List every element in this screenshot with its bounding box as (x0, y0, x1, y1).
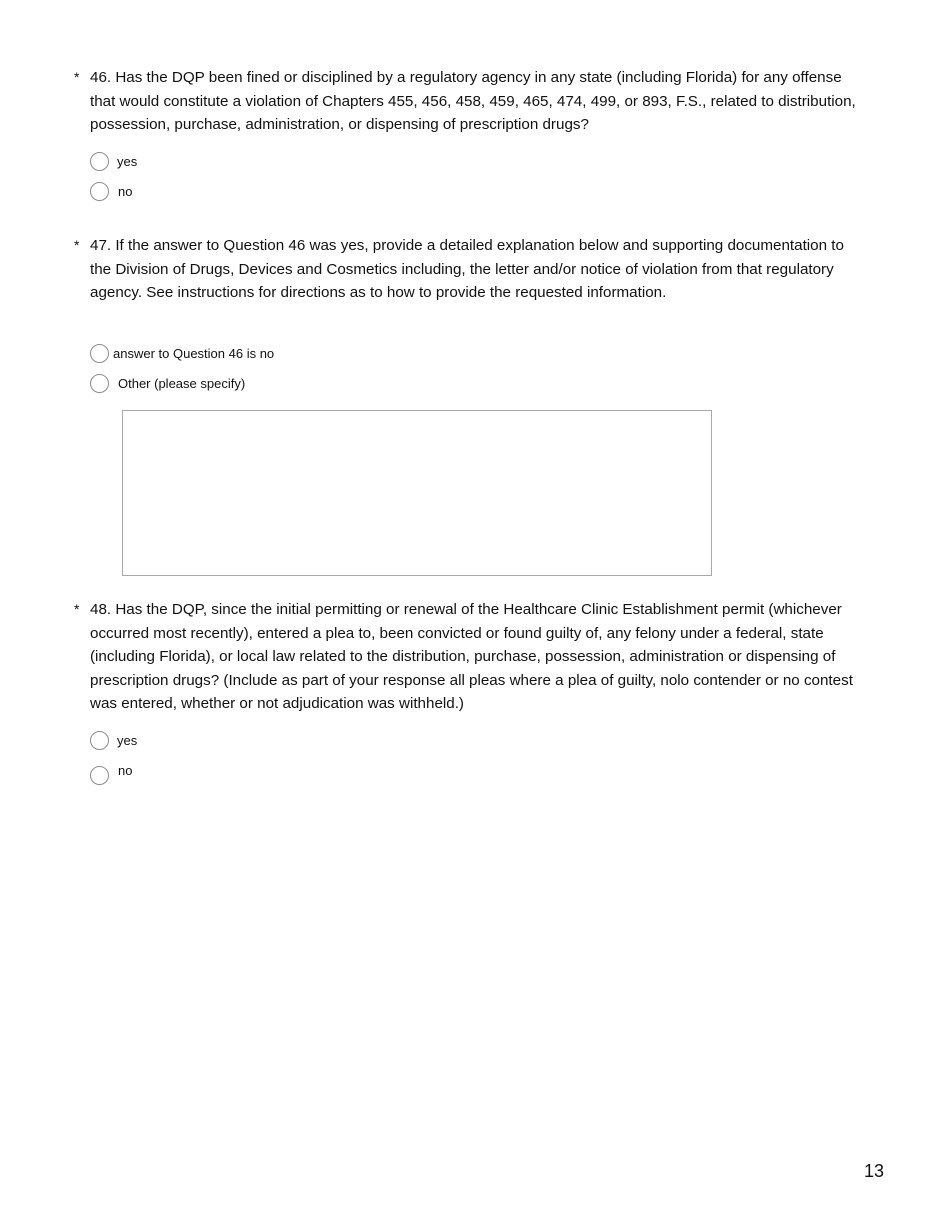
option-label: yes (117, 153, 138, 169)
question-46-text: 46. Has the DQP been fined or disciplined by a regulatory agency in any state (including Florida) for any offense that would constitute a violation of Chapters 455, 456, 458, 459, 465, 474, 499, or 893, F.S., related to distribution, possession, purchase, administration, or dispensing of prescription drugs? (90, 69, 856, 134)
radio-button[interactable] (90, 344, 109, 363)
question-48-text: 48. Has the DQP, since the initial permitting or renewal of the Healthcare Clinic Establishment permit (whichever occurred most recently), entered a plea to, been convicted or found guilty of, any felony under a federal, state (including Florida), or local law related to the distribution, purchase, possession, administration or dispensing of prescription drugs? (Include as part of your response all pleas where a plea of guilty, nolo contender or no contest was entered, whether or not adjudication was withheld.) (90, 601, 853, 713)
question-47-text: 47. If the answer to Question 46 was yes, provide a detailed explanation below and supporting documentation to the Division of Drugs, Devices and Cosmetics including, the letter and/or notice of violation from that regulatory agency. See instructions for directions as to how to provide the requested information. (90, 237, 844, 302)
question-47 (70, 234, 860, 305)
question-48 (70, 598, 860, 716)
question-48-option-yes[interactable] (90, 729, 137, 751)
question-47-option-other[interactable] (90, 372, 245, 394)
option-label: no (118, 183, 133, 199)
required-asterisk: * (74, 237, 80, 253)
radio-button[interactable] (90, 374, 109, 393)
other-specify-textarea[interactable] (122, 410, 712, 576)
radio-button[interactable] (90, 731, 109, 750)
option-label: no (118, 762, 133, 778)
radio-button[interactable] (90, 766, 109, 785)
page-number: 13 (863, 1161, 884, 1181)
question-46 (70, 66, 860, 137)
radio-button[interactable] (90, 182, 109, 201)
question-46-option-no[interactable] (90, 180, 132, 202)
option-label: Other (please specify) (118, 375, 246, 391)
radio-button[interactable] (90, 152, 109, 171)
option-label: answer to Question 46 is no (113, 345, 275, 361)
question-46-option-yes[interactable] (90, 150, 137, 172)
question-46-header (70, 66, 860, 137)
question-48-option-no[interactable] (90, 759, 132, 781)
required-asterisk: * (74, 601, 80, 617)
required-asterisk: * (74, 69, 80, 85)
option-label: yes (117, 732, 138, 748)
question-47-header (70, 234, 860, 305)
question-48-header (70, 598, 860, 716)
question-47-option-answer-no[interactable] (90, 342, 274, 364)
